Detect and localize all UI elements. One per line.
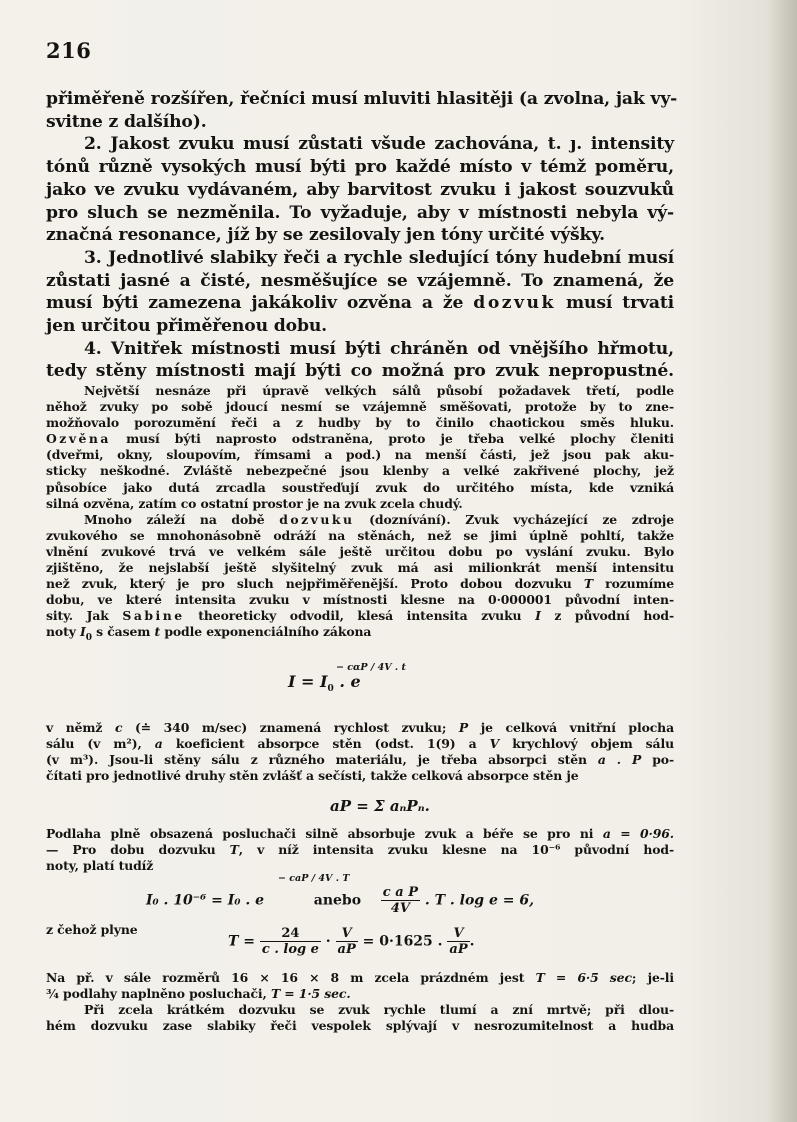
text-line: přiměřeně rozšířen, řečníci musí mluviti hlasitěji (a zvolna, jak vy- [46,89,678,109]
text-line: tónů různě vysokých musí býti pro každé místo v témž poměru, [46,157,674,178]
fraction: $\frac{V}{aP}$ [337,926,356,957]
equation-decay: − caP / 4V . T I₀ . 10⁻⁶ = I₀ . e anebo $\frac{\text{c a P}}{4V}$ . T . log e = 6, [146,873,534,916]
equation-reverb-time: T = $\frac{24}{\text{c . log e}}$ · $\frac{V}{aP}$ = 0·1625 . $\frac{V}{aP}$ . [228,926,475,957]
small-text-d [46,970,674,1034]
equation-intensity: − cαP / 4V . t $I = I_0$ . e [288,662,406,694]
fraction: $\frac{V}{aP}$ [449,926,468,957]
text-line: 3. Jednotlivé slabiky řeči a rychle sledující tóny hudební musí [84,247,674,268]
text-line: čítati pro jednotlivé druhy stěn zvlášť a sečísti, takže celková absorpce stěn je [46,768,579,784]
term-ozvena: Ozvěna [46,431,111,447]
text-line: jako ve zvuku vydávaném, aby barvitost zvuku i jakost souzvuků [46,179,674,200]
text-line: dobu, ve které intensita zvuku v místnosti klesne na 0·000001 původní inten- [46,592,674,608]
text-line: Ozvěna musí býti naprosto odstraněna, proto je třeba velké plochy členiti [46,431,674,447]
text-line: zůstati jasné a čisté, nesměšujíce se vzájemně. To znamená, že [46,270,674,291]
fraction: $\frac{24}{\text{c . log e}}$ [261,926,319,957]
text-line: působíce jako dutá zrcadla soustřeďují zvuk do určitého místa, kde vzniká [46,479,674,495]
text-line: noty $I_0$ s časem t podle exponenciálního zákona [46,624,372,644]
text-line: možňovalo porozumění řeči a z hudby by to činilo chaotickou směs hluku. [46,415,674,431]
text-line: tedy stěny místnosti mají býti co možná pro zvuk nepropustné. [46,361,674,382]
text-line: ¾ podlahy naplněno posluchači, T = 1·5 sec. [46,986,351,1002]
small-text-b [46,720,674,784]
main-text [46,88,678,383]
text-line: než zvuk, který je pro sluch nejpřiměřenější. Proto dobou dozvuku T rozumíme [46,576,675,592]
fraction: $\frac{\text{c a P}}{4V}$ [382,885,418,916]
text-line: Při zcela krátkém dozvuku se zvuk rychle tlumí a zní mrtvě; při dlou- [84,1002,674,1018]
text-line: Největší nesnáze při úpravě velkých sálů působí požadavek třetí, podle [84,383,674,398]
term-dozvuku: dozvuku [279,511,355,527]
text-line: 2. Jakost zvuku musí zůstati všude zachována, t. ȷ. intensity [84,134,674,155]
text-line: hém dozvuku zase slabiky řeči vespolek splývají v nesrozumitelnost a hudba [46,1018,674,1034]
text-line: Mnoho záleží na době dozvuku (doznívání). Zvuk vycházející ze zdroje [84,511,675,527]
text-line: (v m³). Jsou-li stěny sálu z různého materiálu, je třeba absorpci stěn a . P po- [46,752,675,768]
text-line: svitne z dalšího). [46,111,207,132]
text-line: sticky neškodné. Zvláště nebezpečné jsou klenby a velké zakřivené plochy, jež [46,463,674,479]
equation-absorption: aP = Σ aₙPₙ. [330,797,430,815]
text-line: Na př. v sále rozměrů 16 × 16 × 8 m zcela prázdném jest T = 6·5 sec; je-li [46,970,674,985]
small-text-a [46,383,674,647]
text-line: sálu (v m²), a koeficient absorpce stěn (odst. 1(9) a V krychlový objem sálu [46,736,674,752]
text-line: vlnění zvukové trvá ve velkém sále ještě určitou dobu po vyslání zvuku. Bylo [46,543,674,559]
page-edge-shadow [767,0,797,1122]
page-number: 216 [46,38,92,63]
text-line: něhož zvuky po sobě jdoucí nesmí se vzájemně směšovati, protože by to zne- [46,399,674,415]
text-line: 4. Vnitřek místnosti musí býti chráněn od vnějšího hřmotu, [84,338,674,359]
text-line: pro sluch se nezměnila. To vyžaduje, aby v místnosti nebyla vý- [46,202,674,223]
text-line: silná ozvěna, zatím co ostatní prostor je na zvuk zcela chudý. [46,495,463,511]
term-dozvuk: dozvuk [473,293,556,314]
text-line: v němž c (≐ 340 m/sec) znamená rychlost zvuku; P je celková vnitřní plocha [46,720,675,735]
text-line: zvukového se mnohonásobně odráží na stěnách, než se jimi úplně pohltí, takže [46,527,674,543]
text-line: jen určitou přiměřenou dobu. [46,316,327,337]
text-line: sity. Jak Sabine theoreticky odvodil, klesá intensita zvuku I z původní hod- [46,608,675,624]
text-line: Podlaha plně obsazená posluchači silně absorbuje zvuk a béře se pro ni a = 0·96. [46,826,674,841]
text-line: — Pro dobu dozvuku T, v níž intensita zvuku klesne na 10⁻⁶ původní hod- [46,842,674,858]
text-line: noty, platí tudíž [46,858,154,874]
text-line: z čehož plyne [46,922,138,937]
text-line: musí býti zamezena jakákoliv ozvěna a že dozvuk musí trvati [46,293,674,314]
text-line: zjištěno, že nejslabší ještě slyšitelný zvuk má asi milionkrát menší intensitu [46,560,674,576]
text-line: značná resonance, jíž by se zesilovaly jen tóny určité výšky. [46,225,606,246]
small-text-c [46,826,674,874]
text-line: (dveřmi, okny, sloupovím, římsami a pod.) na menší části, jež jsou pak aku- [46,447,674,463]
